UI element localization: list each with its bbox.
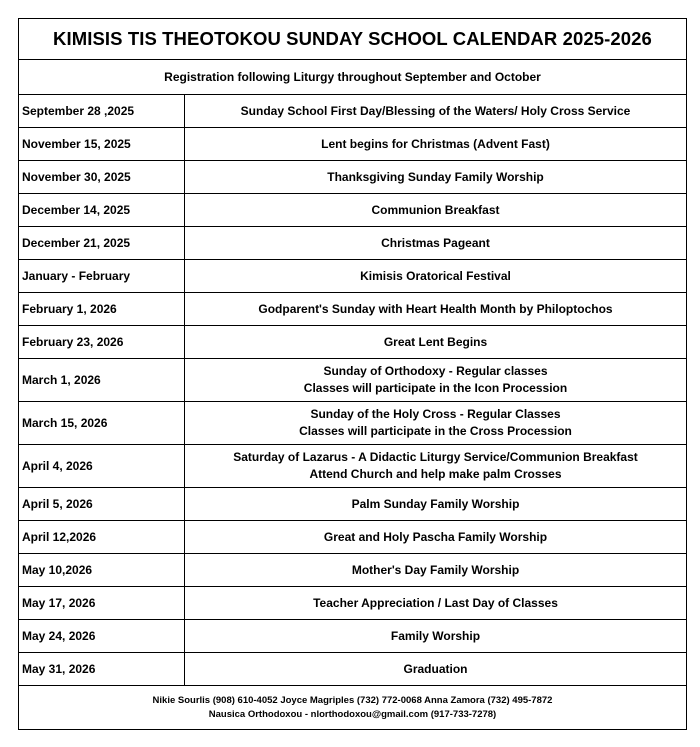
event-date: November 15, 2025 xyxy=(19,128,185,160)
event-date: November 30, 2025 xyxy=(19,161,185,193)
event-date: September 28 ,2025 xyxy=(19,95,185,127)
event-date: April 5, 2026 xyxy=(19,488,185,520)
event-description xyxy=(185,326,686,358)
event-row xyxy=(19,293,686,326)
event-description xyxy=(185,521,686,553)
event-description xyxy=(185,227,686,259)
event-description-line: Sunday School First Day/Blessing of the Waters/ Holy Cross Service xyxy=(240,103,631,118)
event-date: March 15, 2026 xyxy=(19,402,185,444)
event-description xyxy=(185,554,686,586)
event-row xyxy=(19,521,686,554)
event-description xyxy=(185,161,686,193)
event-date: April 4, 2026 xyxy=(19,445,185,487)
event-description-line: Attend Church and help make palm Crosses xyxy=(309,467,562,481)
event-description-line: Lent begins for Christmas (Advent Fast) xyxy=(321,136,550,151)
event-date: March 1, 2026 xyxy=(19,359,185,401)
event-description-line: Saturday of Lazarus - A Didactic Liturgy Service/Communion Breakfast xyxy=(233,450,638,464)
event-description-line: Sunday of Orthodoxy - Regular classes xyxy=(323,364,548,378)
event-row xyxy=(19,95,686,128)
event-description-line: Sunday of the Holy Cross - Regular Classes xyxy=(310,407,561,421)
event-date: May 31, 2026 xyxy=(19,653,185,685)
event-row xyxy=(19,402,686,445)
event-description xyxy=(185,95,686,127)
event-description-line: Great and Holy Pascha Family Worship xyxy=(323,529,548,544)
event-row xyxy=(19,554,686,587)
event-description-line: Classes will participate in the Cross Procession xyxy=(299,424,572,438)
event-row xyxy=(19,326,686,359)
event-row xyxy=(19,587,686,620)
event-description xyxy=(185,260,686,292)
event-row xyxy=(19,227,686,260)
contacts-footer xyxy=(19,686,686,729)
event-date: May 17, 2026 xyxy=(19,587,185,619)
calendar-title: KIMISIS TIS THEOTOKOU SUNDAY SCHOOL CALENDAR 2025-2026 xyxy=(19,19,686,60)
event-description-line: Classes will participate in the Icon Procession xyxy=(303,381,568,395)
event-description-line: Christmas Pageant xyxy=(381,235,490,250)
event-description-line: Kimisis Oratorical Festival xyxy=(360,268,511,283)
event-description xyxy=(185,445,686,487)
event-description xyxy=(185,620,686,652)
event-row xyxy=(19,161,686,194)
event-date: December 14, 2025 xyxy=(19,194,185,226)
event-description-line: Mother's Day Family Worship xyxy=(351,562,520,577)
event-date: February 1, 2026 xyxy=(19,293,185,325)
event-row xyxy=(19,445,686,488)
event-description xyxy=(185,653,686,685)
event-description xyxy=(185,488,686,520)
event-description xyxy=(185,359,686,401)
event-description-line: Family Worship xyxy=(390,628,481,643)
event-row xyxy=(19,359,686,402)
event-row xyxy=(19,128,686,161)
contacts-line-2: Nausica Orthodoxou - nlorthodoxou@gmail.com (917-733-7278) xyxy=(208,708,497,720)
contacts-line-1: Nikie Sourlis (908) 610-4052 Joyce Magriples (732) 772-0068 Anna Zamora (732) 495-7872 xyxy=(152,694,553,706)
event-description xyxy=(185,293,686,325)
event-date: May 24, 2026 xyxy=(19,620,185,652)
event-row xyxy=(19,653,686,686)
event-description-line: Palm Sunday Family Worship xyxy=(351,496,520,511)
event-date: February 23, 2026 xyxy=(19,326,185,358)
event-row xyxy=(19,260,686,293)
calendar-table xyxy=(18,18,687,730)
events-list xyxy=(19,95,686,686)
event-date: December 21, 2025 xyxy=(19,227,185,259)
event-row xyxy=(19,194,686,227)
event-description xyxy=(185,402,686,444)
event-date: April 12,2026 xyxy=(19,521,185,553)
event-date: May 10,2026 xyxy=(19,554,185,586)
event-description xyxy=(185,587,686,619)
event-description-line: Thanksgiving Sunday Family Worship xyxy=(327,169,544,184)
event-description-line: Graduation xyxy=(403,661,468,676)
event-date: January - February xyxy=(19,260,185,292)
event-row xyxy=(19,620,686,653)
event-description xyxy=(185,128,686,160)
event-description-line: Godparent's Sunday with Heart Health Month by Philoptochos xyxy=(258,301,613,316)
event-description-line: Communion Breakfast xyxy=(371,202,500,217)
registration-note: Registration following Liturgy throughout September and October xyxy=(19,60,686,95)
event-description-line: Great Lent Begins xyxy=(383,334,488,349)
event-description-line: Teacher Appreciation / Last Day of Classes xyxy=(313,595,558,610)
event-row xyxy=(19,488,686,521)
event-description xyxy=(185,194,686,226)
